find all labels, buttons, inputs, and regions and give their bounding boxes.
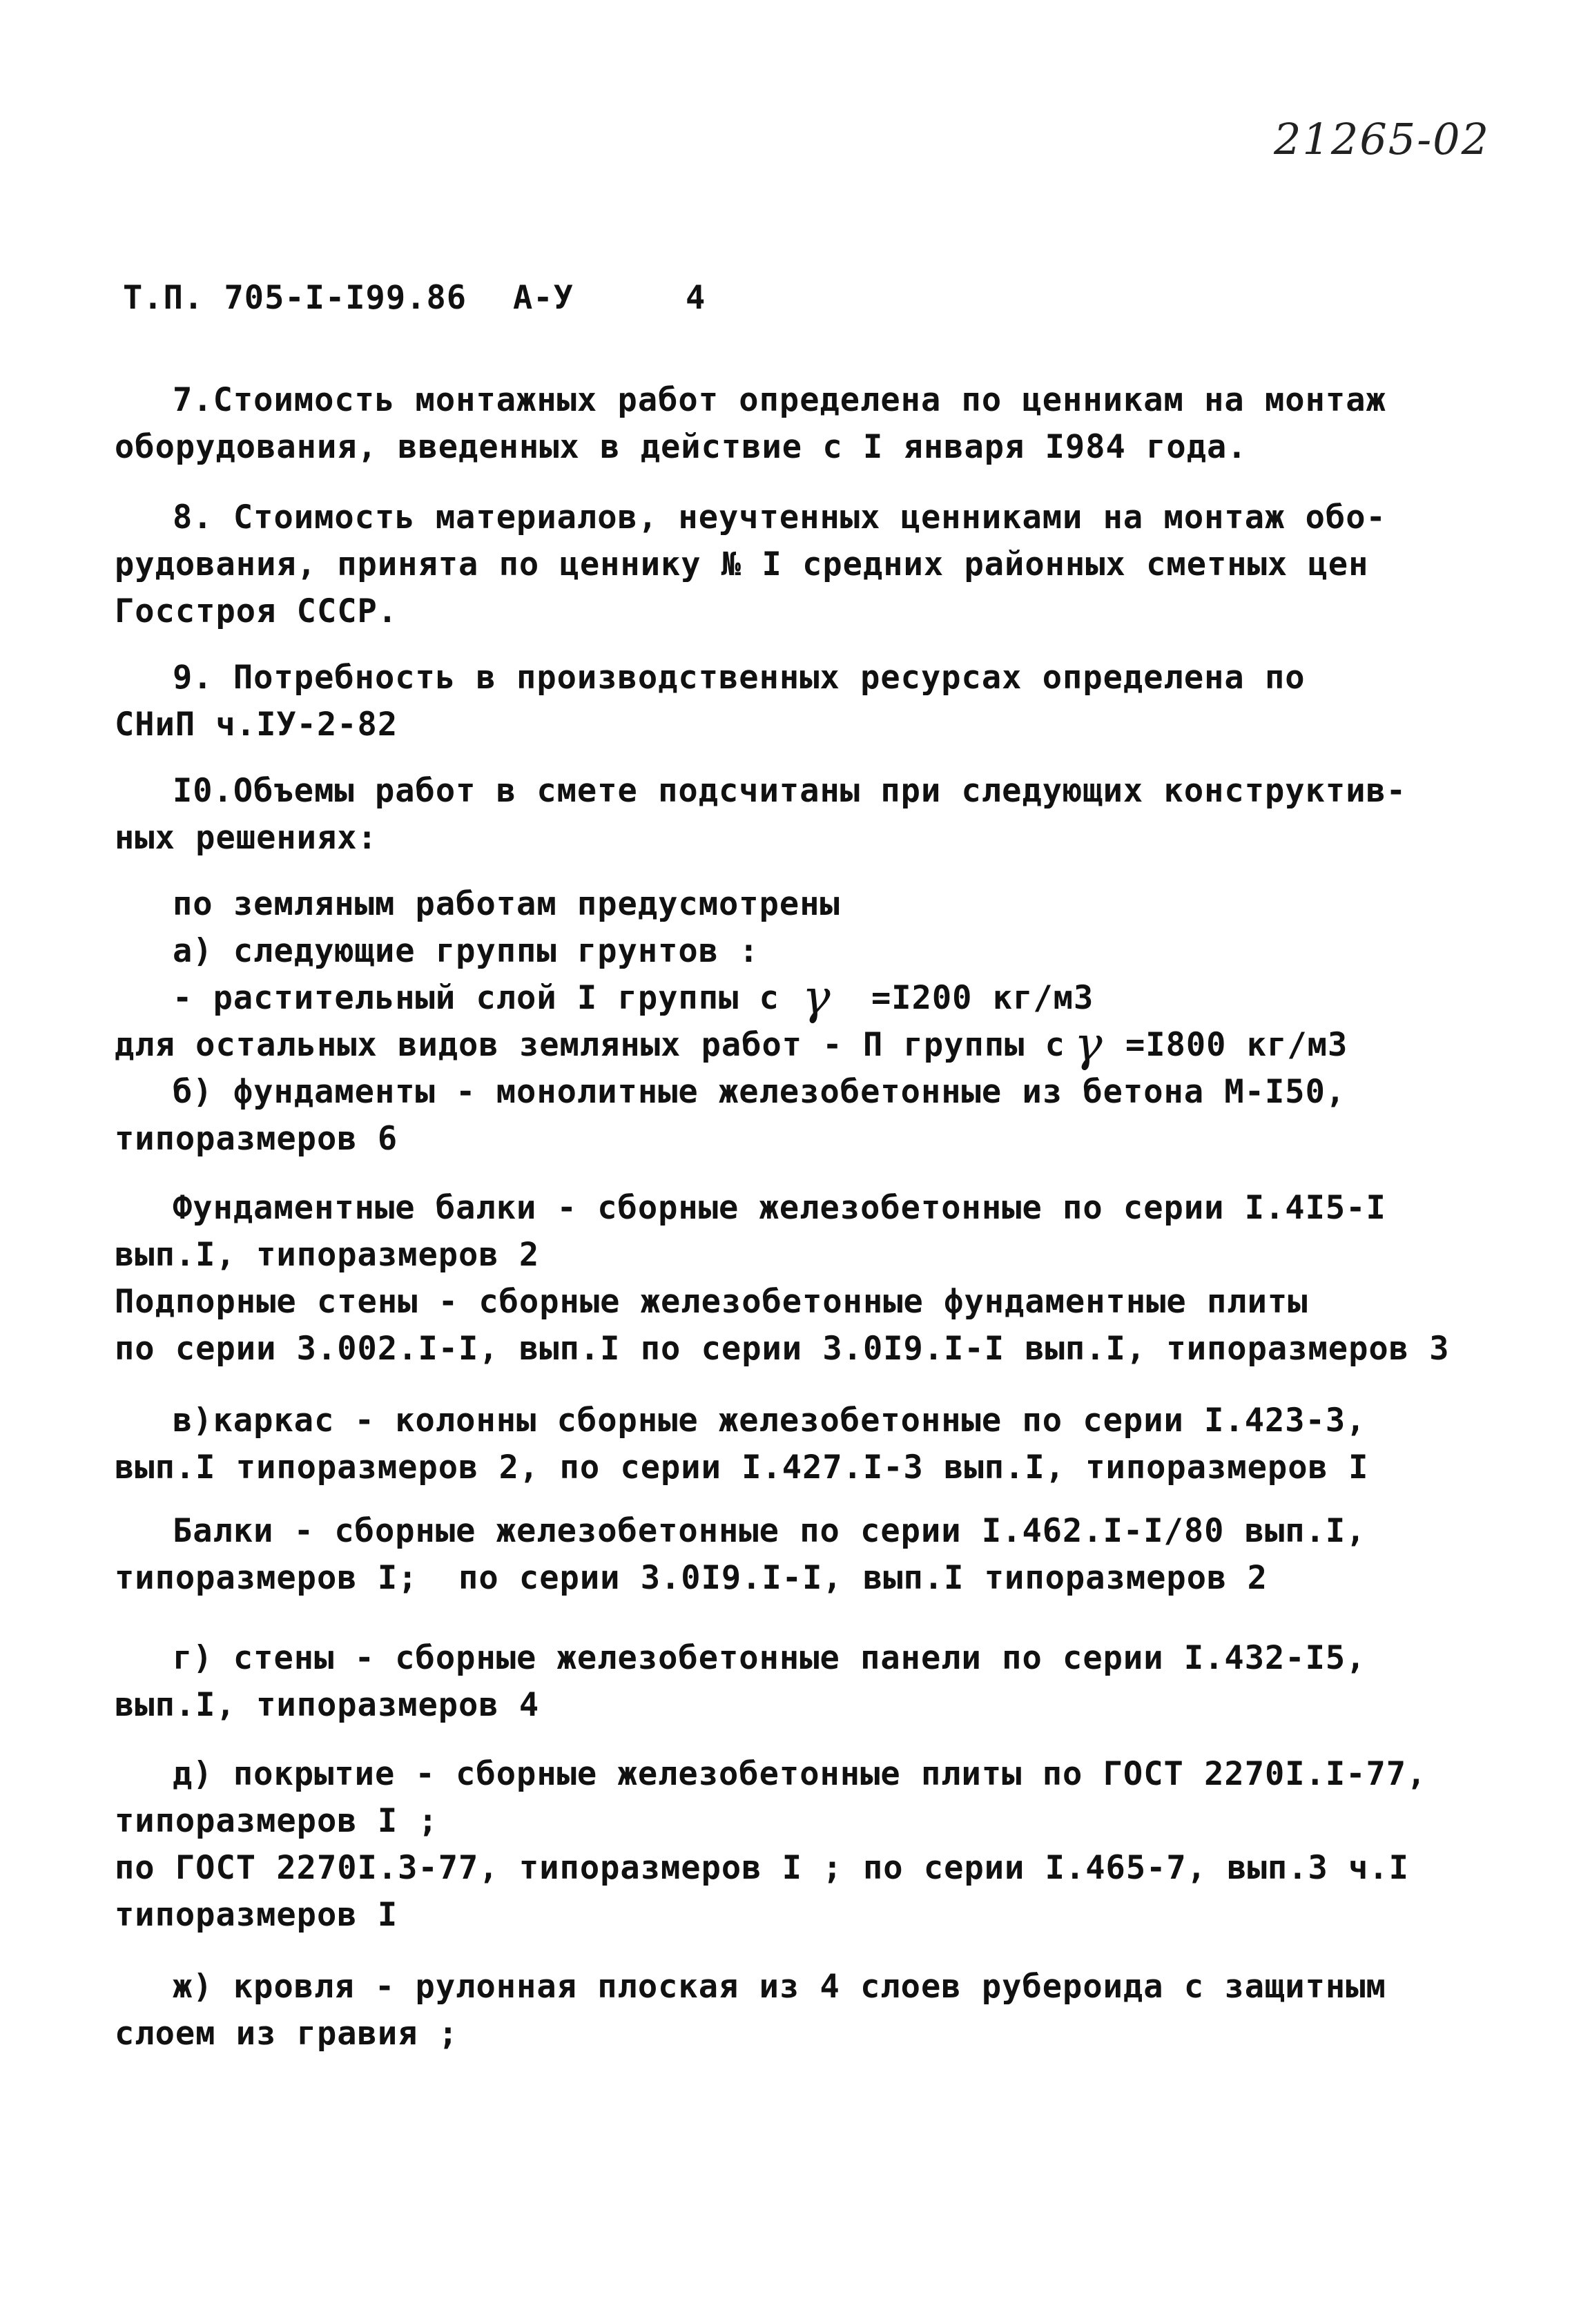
foundations-line-1: б) фундаменты - монолитные железобетонные из бетона М-I50, — [173, 1073, 1346, 1111]
gamma-symbol: γ — [1074, 1018, 1103, 1072]
item-10-line-1: I0.Объемы работ в смете подсчитаны при следующих конструктив- — [173, 772, 1407, 810]
roofing-line-3: по ГОСТ 2270I.3-77, типоразмеров I ; по серии I.465-7, вып.3 ч.I — [115, 1849, 1409, 1887]
item-7-line-2: оборудования, введенных в действие с I января I984 года. — [115, 428, 1248, 466]
item-7-line-1: 7.Стоимость монтажных работ определена по ценникам на монтаж — [173, 381, 1386, 419]
soil-topsoil-density: =I200 кг/м3 — [871, 979, 1094, 1017]
item-8-line-3: Госстроя СССР. — [115, 592, 398, 630]
roof-cover-line-2: слоем из гравия ; — [115, 2015, 459, 2053]
gamma-symbol: γ — [802, 971, 831, 1025]
header-section: А-У — [513, 279, 574, 317]
header-page-number: 4 — [686, 279, 706, 317]
foundation-beams-line-2: вып.I, типоразмеров 2 — [115, 1236, 540, 1274]
item-8-line-1: 8. Стоимость материалов, неучтенных ценниками на монтаж обо- — [173, 498, 1386, 536]
retaining-walls-line-1: Подпорные стены - сборные железобетонные фундаментные плиты — [115, 1283, 1308, 1321]
retaining-walls-line-2: по серии 3.002.I-I, вып.I по серии 3.0I9.I-I вып.I, типоразмеров 3 — [115, 1330, 1450, 1368]
walls-line-2: вып.I, типоразмеров 4 — [115, 1686, 540, 1724]
foundation-beams-line-1: Фундаментные балки - сборные железобетонные по серии I.4I5-I — [173, 1189, 1386, 1227]
handwritten-number: 21265-02 — [1274, 114, 1491, 164]
soil-other-line: для остальных видов земляных работ - П группы с — [115, 1026, 1065, 1064]
item-8-line-2: рудования, принята по ценнику № I средних районных сметных цен — [115, 545, 1369, 583]
roofing-line-1: д) покрытие - сборные железобетонные плиты по ГОСТ 2270I.I-77, — [173, 1755, 1427, 1793]
header-code: Т.П. 705-I-I99.86 — [123, 279, 467, 317]
item-9-line-2: СНиП ч.IУ-2-82 — [115, 706, 398, 744]
frame-line-1: в)каркас - колонны сборные железобетонные по серии I.423-3, — [173, 1402, 1366, 1440]
soil-groups-heading: а) следующие группы грунтов : — [173, 932, 759, 970]
roofing-line-2: типоразмеров I ; — [115, 1802, 438, 1840]
item-9-line-1: 9. Потребность в производственных ресурсах определена по — [173, 659, 1306, 697]
walls-line-1: г) стены - сборные железобетонные панели по серии I.432-I5, — [173, 1639, 1366, 1677]
roof-cover-line-1: ж) кровля - рулонная плоская из 4 слоев рубероида с защитным — [173, 1968, 1386, 2006]
earthwork-intro: по земляным работам предусмотрены — [173, 885, 840, 923]
item-10-line-2: ных решениях: — [115, 819, 378, 857]
soil-topsoil-line: - растительный слой I группы с — [173, 979, 779, 1017]
foundations-line-2: типоразмеров 6 — [115, 1120, 398, 1158]
beams-line-1: Балки - сборные железобетонные по серии I.462.I-I/80 вып.I, — [173, 1512, 1366, 1550]
roofing-line-4: типоразмеров I — [115, 1896, 398, 1934]
soil-other-density: =I800 кг/м3 — [1125, 1026, 1348, 1064]
frame-line-2: вып.I типоразмеров 2, по серии I.427.I-3 вып.I, типоразмеров I — [115, 1449, 1369, 1487]
beams-line-2: типоразмеров I; по серии 3.0I9.I-I, вып.I типоразмеров 2 — [115, 1559, 1268, 1597]
